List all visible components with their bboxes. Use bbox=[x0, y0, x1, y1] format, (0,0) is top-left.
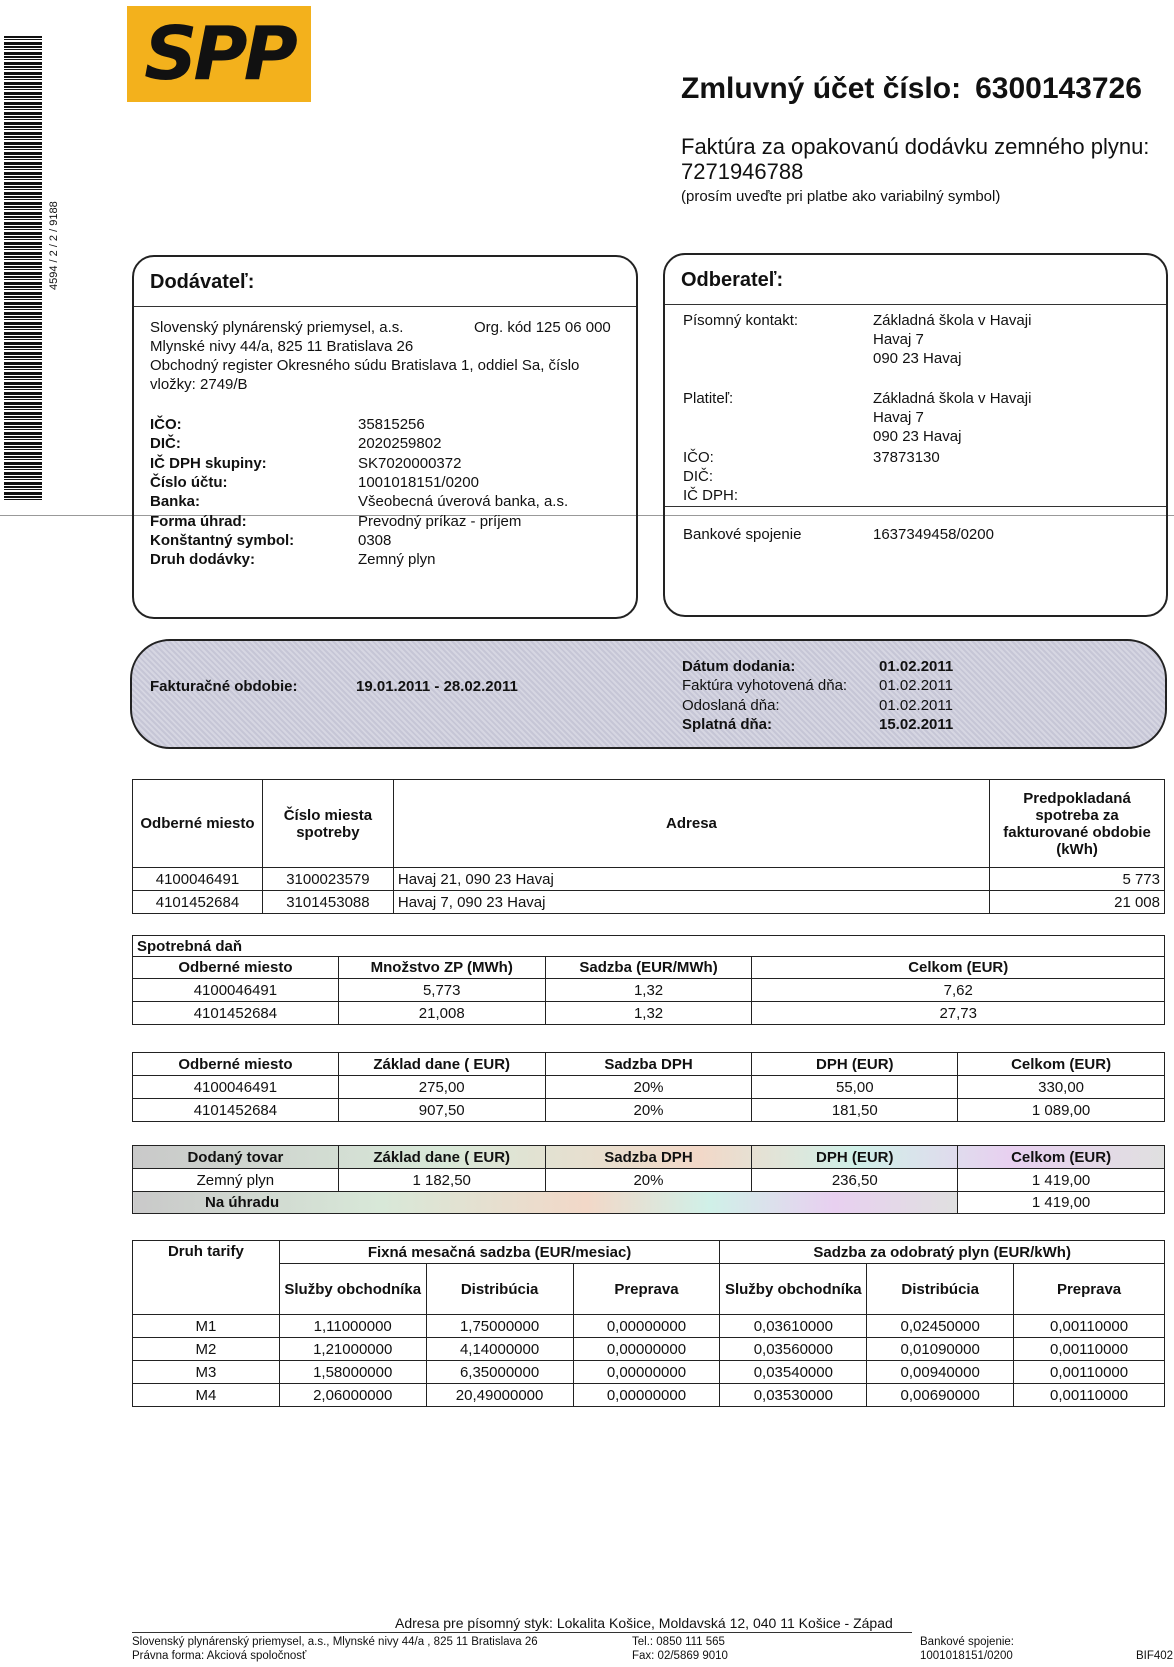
supplier-heading: Dodávateľ: bbox=[150, 271, 255, 293]
payer-label: Platiteľ: bbox=[683, 390, 734, 407]
table-row: M1 1,11000000 1,75000000 0,00000000 0,03610000 0,02450000 0,00110000 bbox=[133, 1315, 1165, 1338]
table-row: Zemný plyn 1 182,50 20% 236,50 1 419,00 bbox=[133, 1169, 1165, 1192]
customer-box bbox=[663, 253, 1168, 617]
account-number: 6300143726 bbox=[975, 72, 1142, 105]
th-address: Adresa bbox=[393, 780, 989, 868]
account-label: Zmluvný účet číslo: bbox=[681, 72, 962, 105]
supplier-address: Mlynské nivy 44/a, 825 11 Bratislava 26 bbox=[150, 338, 414, 355]
footer-form-code: BIF402 bbox=[1136, 1650, 1174, 1662]
excise-tax-table: Spotrebná daň Odberné miesto Množstvo ZP (MWh) Sadzba (EUR/MWh) Celkom (EUR) 4100046491 5,773 1,32 7,62 4101452684 21,008 1,32 27,73 bbox=[132, 935, 1165, 1025]
invoice-note: (prosím uveďte pri platbe ako variabilný symbol) bbox=[681, 188, 1001, 205]
barcode-number: 4594 / 2 / 2 / 9188 bbox=[48, 201, 60, 290]
supplier-register: Obchodný register Okresného súdu Bratislava 1, oddiel Sa, číslo bbox=[150, 357, 580, 374]
footer-tel: Tel.: 0850 111 565 bbox=[632, 1636, 725, 1648]
footer-bank: 1001018151/0200 bbox=[920, 1650, 1013, 1662]
spp-logo: SPP bbox=[127, 6, 311, 102]
table-row: 4100046491 5,773 1,32 7,62 bbox=[133, 979, 1165, 1002]
amount-due-label: Na úhradu bbox=[133, 1192, 958, 1214]
consumption-places-table bbox=[132, 779, 1165, 914]
table-row: M4 2,06000000 20,49000000 0,00000000 0,03530000 0,00690000 0,00110000 bbox=[133, 1384, 1165, 1407]
supplier-fields: IČO: 35815256 DIČ: 2020259802 IČ DPH skupiny: SK7020000372 Číslo účtu: 1001018151/0200 Banka: Všeobecná úverová banka, a.s. Forma úhrad: Prevodný príkaz - príjem Konštantný symbol: 0308 Druh dodávky: Zemný plyn bbox=[150, 416, 569, 569]
period-label: Fakturačné obdobie: bbox=[150, 678, 298, 695]
supplier-name: Slovenský plynárenský priemysel, a.s. bbox=[150, 319, 404, 336]
payer-value: Základná škola v Havaji Havaj 7 090 23 Havaj bbox=[873, 390, 1032, 445]
footer-bank-label: Bankové spojenie: bbox=[920, 1636, 1014, 1648]
vat-table: Odberné miesto Základ dane ( EUR) Sadzba DPH DPH (EUR) Celkom (EUR) 4100046491 275,00 20% 55,00 330,00 4101452684 907,50 20% 181,50 1 089,00 bbox=[132, 1052, 1165, 1122]
th-spot: Číslo miesta spotreby bbox=[262, 780, 393, 868]
customer-ids: IČO: DIČ: IČ DPH: bbox=[683, 449, 739, 504]
billing-period-box bbox=[130, 639, 1167, 749]
invoice-title: Faktúra za opakovanú dodávku zemného plynu: bbox=[681, 134, 1150, 159]
table-row: M2 1,21000000 4,14000000 0,00000000 0,03560000 0,01090000 0,00110000 bbox=[133, 1338, 1165, 1361]
table-row: 4100046491 3100023579 Havaj 21, 090 23 Havaj 5 773 bbox=[133, 868, 1165, 891]
invoice-number: 7271946788 bbox=[681, 159, 804, 184]
period-dates: Dátum dodania: 01.02.2011 Faktúra vyhotovená dňa: 01.02.2011 Odoslaná dňa: 01.02.2011 Splatná dňa: 15.02.2011 bbox=[682, 658, 954, 733]
supplier-register-2: vložky: 2749/B bbox=[150, 376, 248, 393]
footer-fax: Fax: 02/5869 9010 bbox=[632, 1650, 728, 1662]
correspondence-address: Adresa pre písomný styk: Lokalita Košice, Moldavská 12, 040 11 Košice - Západ bbox=[395, 1615, 893, 1631]
th-expected: Predpokladaná spotreba za fakturované obdobie (kWh) bbox=[990, 780, 1165, 868]
supplier-org-code: Org. kód 125 06 000 bbox=[474, 319, 611, 336]
bank-label: Bankové spojenie bbox=[683, 526, 802, 543]
account-heading bbox=[681, 72, 1142, 106]
table-row: 4101452684 907,50 20% 181,50 1 089,00 bbox=[133, 1099, 1165, 1122]
barcode bbox=[4, 36, 42, 500]
table-row: 4101452684 3101453088 Havaj 7, 090 23 Havaj 21 008 bbox=[133, 891, 1165, 914]
footer-legal-form: Právna forma: Akciová spoločnosť bbox=[132, 1650, 307, 1662]
th-place: Odberné miesto bbox=[133, 780, 263, 868]
contact-value: Základná škola v Havaji Havaj 7 090 23 Havaj bbox=[873, 312, 1032, 367]
table-row: 4101452684 21,008 1,32 27,73 bbox=[133, 1002, 1165, 1025]
footer-rule bbox=[132, 1632, 912, 1633]
footer-company: Slovenský plynárenský priemysel, a.s., Mlynské nivy 44/a , 825 11 Bratislava 26 bbox=[132, 1636, 538, 1648]
customer-heading: Odberateľ: bbox=[681, 269, 784, 291]
tariff-table: Druh tarify Fixná mesačná sadzba (EUR/mesiac) Sadzba za odobratý plyn (EUR/kWh) Služby obchodníka Distribúcia Preprava Služby obchodníka Distribúcia Preprava M1 1,11000000 1,75000000 0,00000000 0,03610000 0,02450000 0,00110000 M2 1,21000000 4,14000000 0,00000000 0,03560000 0,01090000 0,00110000 M3 1,58000000 6,35000000 0,00000000 0,03540000 0,00940000 0,00110000 M4 2,06000000 20,49000000 0,00000000 0,03530000 0,00690000 0,00110000 bbox=[132, 1240, 1165, 1407]
amount-due-row bbox=[133, 1192, 1165, 1214]
excise-title: Spotrebná daň bbox=[133, 936, 1165, 957]
table-row: M3 1,58000000 6,35000000 0,00000000 0,03540000 0,00940000 0,00110000 bbox=[133, 1361, 1165, 1384]
delivered-goods-table: Dodaný tovar Základ dane ( EUR) Sadzba DPH DPH (EUR) Celkom (EUR) Zemný plyn 1 182,50 20% 236,50 1 419,00 Na úhradu 1 419,00 bbox=[132, 1145, 1165, 1214]
customer-ico: 37873130 bbox=[873, 449, 940, 466]
period-value: 19.01.2011 - 28.02.2011 bbox=[356, 678, 518, 695]
supplier-box bbox=[132, 255, 638, 619]
bank-value: 1637349458/0200 bbox=[873, 526, 994, 543]
table-row: 4100046491 275,00 20% 55,00 330,00 bbox=[133, 1076, 1165, 1099]
contact-label: Písomný kontakt: bbox=[683, 312, 799, 329]
amount-due-value: 1 419,00 bbox=[958, 1192, 1165, 1214]
